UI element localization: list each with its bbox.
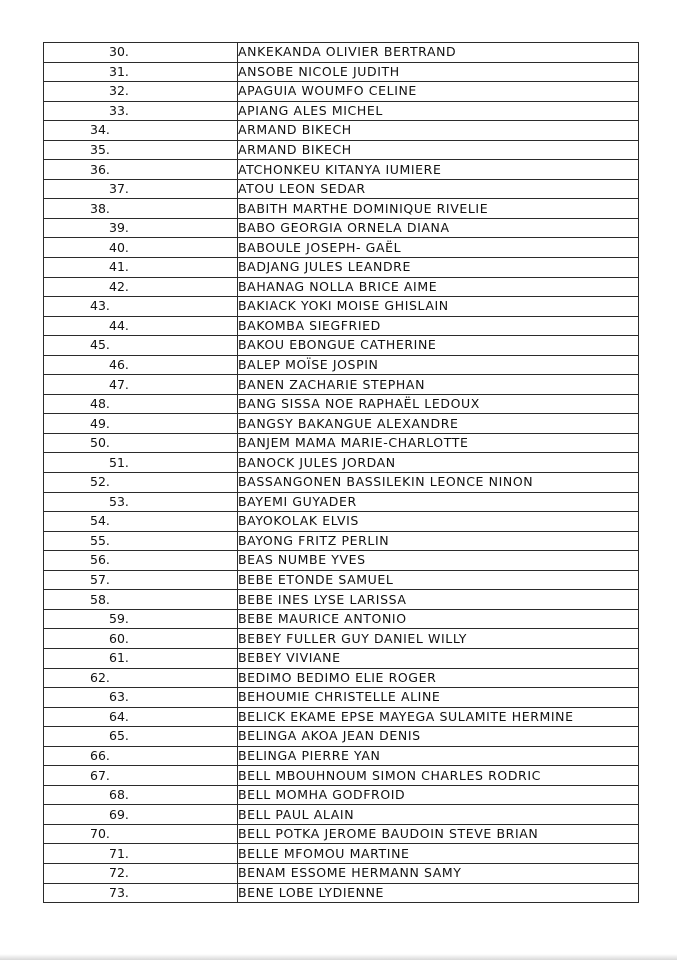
- row-number: 48.: [44, 394, 238, 414]
- row-number: 57.: [44, 570, 238, 590]
- person-name: BAKOU EBONGUE CATHERINE: [238, 336, 639, 356]
- page-bottom-edge: [0, 954, 677, 960]
- row-number: 37.: [44, 179, 238, 199]
- table-row: [44, 375, 639, 395]
- row-number: 53.: [44, 492, 238, 512]
- person-name: BEBE MAURICE ANTONIO: [238, 609, 639, 629]
- row-number: 56.: [44, 551, 238, 571]
- row-number: 60.: [44, 629, 238, 649]
- row-number: 40.: [44, 238, 238, 258]
- person-name: BABO GEORGIA ORNELA DIANA: [238, 218, 639, 238]
- person-name: BEBEY FULLER GUY DANIEL WILLY: [238, 629, 639, 649]
- row-number: 43.: [44, 297, 238, 317]
- table-row: [44, 473, 639, 493]
- table-row: [44, 199, 639, 219]
- table-row: [44, 238, 639, 258]
- person-name: BEBE INES LYSE LARISSA: [238, 590, 639, 610]
- row-number: 34.: [44, 121, 238, 141]
- table-row: [44, 863, 639, 883]
- table-row: [44, 336, 639, 356]
- person-name: BADJANG JULES LEANDRE: [238, 258, 639, 278]
- person-name: BAYONG FRITZ PERLIN: [238, 531, 639, 551]
- person-name: APIANG ALES MICHEL: [238, 101, 639, 121]
- row-number: 46.: [44, 355, 238, 375]
- person-name: BAKOMBA SIEGFRIED: [238, 316, 639, 336]
- person-name: BELL MBOUHNOUM SIMON CHARLES RODRIC: [238, 766, 639, 786]
- table-row: [44, 414, 639, 434]
- person-name: BABOULE JOSEPH- GAËL: [238, 238, 639, 258]
- table-row: [44, 531, 639, 551]
- table-row: [44, 805, 639, 825]
- person-name: BAYEMI GUYADER: [238, 492, 639, 512]
- table-row: [44, 668, 639, 688]
- person-name: BELL POTKA JEROME BAUDOIN STEVE BRIAN: [238, 824, 639, 844]
- row-number: 50.: [44, 433, 238, 453]
- person-name: BANG SISSA NOE RAPHAËL LEDOUX: [238, 394, 639, 414]
- table-row: [44, 43, 639, 63]
- table-row: [44, 433, 639, 453]
- table-row: [44, 218, 639, 238]
- row-number: 32.: [44, 82, 238, 102]
- row-number: 61.: [44, 648, 238, 668]
- row-number: 73.: [44, 883, 238, 903]
- row-number: 58.: [44, 590, 238, 610]
- person-name: BENE LOBE LYDIENNE: [238, 883, 639, 903]
- table-row: [44, 258, 639, 278]
- person-name: BANGSY BAKANGUE ALEXANDRE: [238, 414, 639, 434]
- person-name: BABITH MARTHE DOMINIQUE RIVELIE: [238, 199, 639, 219]
- row-number: 47.: [44, 375, 238, 395]
- table-row: [44, 277, 639, 297]
- row-number: 38.: [44, 199, 238, 219]
- row-number: 44.: [44, 316, 238, 336]
- table-row: [44, 727, 639, 747]
- row-number: 65.: [44, 727, 238, 747]
- person-name: BELL MOMHA GODFROID: [238, 785, 639, 805]
- row-number: 64.: [44, 707, 238, 727]
- person-name: BAKIACK YOKI MOISE GHISLAIN: [238, 297, 639, 317]
- table-row: [44, 785, 639, 805]
- name-list-body: [44, 43, 639, 903]
- table-row: [44, 629, 639, 649]
- table-row: [44, 394, 639, 414]
- person-name: ARMAND BIKECH: [238, 140, 639, 160]
- person-name: BANEN ZACHARIE STEPHAN: [238, 375, 639, 395]
- row-number: 39.: [44, 218, 238, 238]
- row-number: 66.: [44, 746, 238, 766]
- person-name: ANKEKANDA OLIVIER BERTRAND: [238, 43, 639, 63]
- row-number: 31.: [44, 62, 238, 82]
- person-name: BENAM ESSOME HERMANN SAMY: [238, 863, 639, 883]
- table-row: [44, 746, 639, 766]
- table-row: [44, 355, 639, 375]
- person-name: BELINGA PIERRE YAN: [238, 746, 639, 766]
- person-name: BEDIMO BEDIMO ELIE ROGER: [238, 668, 639, 688]
- row-number: 72.: [44, 863, 238, 883]
- row-number: 36.: [44, 160, 238, 180]
- row-number: 71.: [44, 844, 238, 864]
- person-name: BELINGA AKOA JEAN DENIS: [238, 727, 639, 747]
- person-name: BAHANAG NOLLA BRICE AIME: [238, 277, 639, 297]
- table-row: [44, 453, 639, 473]
- row-number: 59.: [44, 609, 238, 629]
- person-name: BANOCK JULES JORDAN: [238, 453, 639, 473]
- row-number: 49.: [44, 414, 238, 434]
- table-row: [44, 140, 639, 160]
- person-name: ATCHONKEU KITANYA IUMIERE: [238, 160, 639, 180]
- row-number: 52.: [44, 473, 238, 493]
- row-number: 55.: [44, 531, 238, 551]
- table-row: [44, 121, 639, 141]
- table-row: [44, 160, 639, 180]
- row-number: 35.: [44, 140, 238, 160]
- person-name: ANSOBE NICOLE JUDITH: [238, 62, 639, 82]
- person-name: BEAS NUMBE YVES: [238, 551, 639, 571]
- table-row: [44, 316, 639, 336]
- person-name: BELICK EKAME EPSE MAYEGA SULAMITE HERMINE: [238, 707, 639, 727]
- row-number: 54.: [44, 512, 238, 532]
- table-row: [44, 297, 639, 317]
- table-row: [44, 824, 639, 844]
- table-row: [44, 707, 639, 727]
- table-row: [44, 609, 639, 629]
- person-name: BASSANGONEN BASSILEKIN LEONCE NINON: [238, 473, 639, 493]
- person-name: BELLE MFOMOU MARTINE: [238, 844, 639, 864]
- person-name: BEHOUMIE CHRISTELLE ALINE: [238, 688, 639, 708]
- row-number: 51.: [44, 453, 238, 473]
- table-row: [44, 512, 639, 532]
- table-row: [44, 883, 639, 903]
- person-name: ARMAND BIKECH: [238, 121, 639, 141]
- table-row: [44, 179, 639, 199]
- row-number: 45.: [44, 336, 238, 356]
- person-name: ATOU LEON SEDAR: [238, 179, 639, 199]
- table-row: [44, 570, 639, 590]
- table-row: [44, 82, 639, 102]
- table-row: [44, 62, 639, 82]
- row-number: 63.: [44, 688, 238, 708]
- row-number: 33.: [44, 101, 238, 121]
- person-name: BANJEM MAMA MARIE-CHARLOTTE: [238, 433, 639, 453]
- row-number: 67.: [44, 766, 238, 786]
- table-row: [44, 844, 639, 864]
- name-list-table: [43, 42, 639, 903]
- table-row: [44, 551, 639, 571]
- row-number: 42.: [44, 277, 238, 297]
- table-row: [44, 766, 639, 786]
- person-name: BALEP MOÏSE JOSPIN: [238, 355, 639, 375]
- table-row: [44, 688, 639, 708]
- person-name: BEBEY VIVIANE: [238, 648, 639, 668]
- row-number: 62.: [44, 668, 238, 688]
- table-row: [44, 492, 639, 512]
- row-number: 70.: [44, 824, 238, 844]
- row-number: 41.: [44, 258, 238, 278]
- table-row: [44, 648, 639, 668]
- person-name: BEBE ETONDE SAMUEL: [238, 570, 639, 590]
- row-number: 30.: [44, 43, 238, 63]
- row-number: 69.: [44, 805, 238, 825]
- person-name: BAYOKOLAK ELVIS: [238, 512, 639, 532]
- row-number: 68.: [44, 785, 238, 805]
- person-name: APAGUIA WOUMFO CELINE: [238, 82, 639, 102]
- table-row: [44, 590, 639, 610]
- person-name: BELL PAUL ALAIN: [238, 805, 639, 825]
- table-row: [44, 101, 639, 121]
